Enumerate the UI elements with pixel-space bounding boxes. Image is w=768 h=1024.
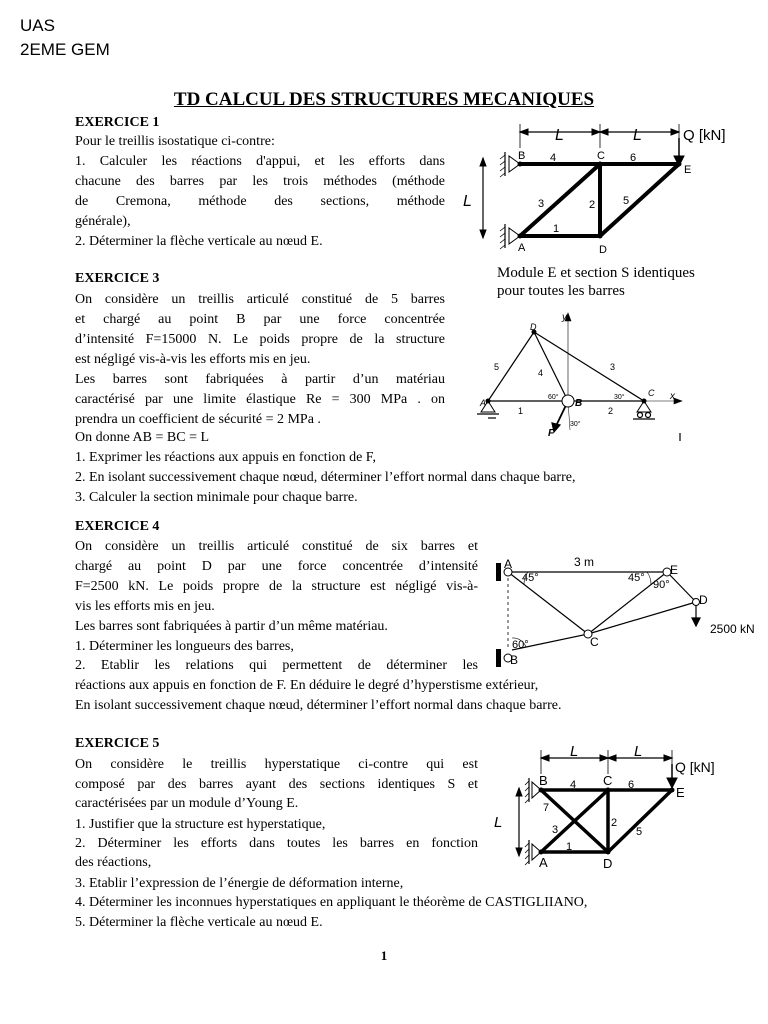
ex4-line: 2. Etablir les relations qui permettent de déterminer les [75,658,478,673]
ex5-line: 3. Etablir l’expression de l’énergie de déformation interne, [75,876,404,891]
ex1-bar-label: 2 [589,199,596,211]
ex4-line: chargé au point D par une force concentrée d’intensité [75,559,478,574]
exercise-1-heading: EXERCICE 1 [75,115,160,130]
ex4-angle-label: 60° [512,639,529,651]
ex3-bar-label: 5 [494,362,500,372]
ex4-angle-label: 45° [522,572,539,584]
ex5-bar-label: 6 [628,779,635,791]
ex5-bar-label: 5 [636,826,643,838]
header-institution: UAS [20,16,55,35]
ex3-force-label: F [548,428,555,439]
ex5-load-label: Q [kN] [675,759,715,775]
ex1-load-label: Q [kN] [683,127,726,144]
ex1-figure-caption: Module E et section S identiques [497,265,695,281]
ex4-line: On considère un treillis articulé constitué de six barres et [75,539,478,554]
ex4-angle-label: 90° [653,579,670,591]
ex5-line: composé par des barres ayant des sections identiques S et [75,777,478,792]
ex3-bar-label: 3 [610,362,616,372]
ex3-line: 1. Exprimer les réactions aux appuis en fonction de F, [75,450,376,465]
ex5-line: 1. Justifier que la structure est hyperstatique, [75,817,326,832]
ex3-line: 2. En isolant successivement chaque nœud, déterminer l’effort normal dans chaque barre, [75,470,576,485]
ex1-node-label: B [518,150,526,162]
ex4-node-label: D [699,593,708,607]
ex5-dim-label: L [494,814,503,831]
ex4-line: réactions aux appuis en fonction de F. En déduire le degré d’hyperstisme extérieur, [75,678,539,693]
ex5-line: caractérisées par un module d’Young E. [75,796,299,811]
page-number: 1 [380,948,388,963]
ex1-line: 1. Calculer les réactions d'appui, et les efforts dans [75,154,445,169]
ex3-line: prendra un coefficient de sécurité = 2 MPa . [75,412,321,427]
ex3-node-label: C [648,388,655,398]
ex1-bar-label: 6 [630,152,637,164]
ex1-node-label: C [597,150,605,162]
ex5-line: 2. Déterminer les efforts dans toutes les barres en fonction [75,836,478,851]
ex3-bar-label: 4 [538,368,544,378]
ex3-line: On donne AB = BC = L [75,430,210,445]
ex1-dim-label: L [463,193,472,210]
ex1-line: générale), [75,214,131,229]
ex1-line: 2. Déterminer la flèche verticale au nœud E. [75,234,323,249]
ex3-line: On considère un treillis articulé constitué de 5 barres [75,292,445,307]
ex3-line: caractérisé par une limite élastique Re = 300 MPa . on [75,392,445,407]
ex3-axis-label: y [562,312,567,323]
ex5-line: 4. Déterminer les inconnues hyperstatiques en appliquant le théorème de CASTIGLIIANO, [75,895,588,910]
ex3-angle-label: 30° [570,421,581,428]
ex5-line: On considère le treillis hyperstatique ci-contre qui est [75,757,478,772]
ex3-axis-label: x [670,391,675,402]
ex1-truss-figure [455,118,755,268]
ex1-bar-label: 3 [538,198,545,210]
ex5-node-label: A [539,855,548,870]
ex5-truss-figure [488,742,728,872]
ex5-bar-label: 1 [566,841,573,853]
exercise-5-heading: EXERCICE 5 [75,736,160,751]
ex1-node-label: E [684,164,692,176]
ex5-dim-label: L [570,743,579,760]
ex3-node-label: B [575,398,583,409]
ex5-bar-label: 3 [552,824,559,836]
ex1-line: de Cremona, méthode des sections, méthode [75,194,445,209]
ex3-line: est négligé vis-à-vis les efforts mis en jeu. [75,352,311,367]
ex5-node-label: E [676,785,685,800]
ex3-node-label: A [480,398,487,408]
ex1-line: Pour le treillis isostatique ci-contre: [75,134,275,149]
ex4-node-label: B [510,653,519,667]
ex4-line: vis les efforts mis en jeu. [75,599,215,614]
ex4-line: 1. Déterminer les longueurs des barres, [75,639,294,654]
ex3-truss-figure [472,308,692,446]
ex1-dim-label: L [555,127,564,144]
ex5-bar-label: 2 [611,817,618,829]
ex5-line: 5. Déterminer la flèche verticale au nœud E. [75,915,323,930]
ex4-truss-figure [490,550,760,672]
ex5-bar-label: 4 [570,779,577,791]
ex5-bar-label: 7 [543,802,550,814]
ex5-node-label: C [603,773,613,788]
ex4-node-label: A [504,557,513,571]
ex5-line: des réactions, [75,855,152,870]
ex3-angle-label: 60° [548,394,559,401]
ex1-line: chacune des barres par les trois méthodes (méthode [75,174,445,189]
ex1-bar-label: 1 [553,223,560,235]
ex5-dim-label: L [634,743,643,760]
ex3-line: 3. Calculer la section minimale pour chaque barre. [75,490,358,505]
ex4-span-label: 3 m [574,555,595,569]
ex1-bar-label: 4 [550,152,557,164]
ex4-line: Les barres sont fabriquées à partir d’un même matériau. [75,619,388,634]
ex4-load-label: 2500 kN [710,622,755,636]
ex1-figure-caption: pour toutes les barres [497,283,625,299]
header-class: 2EME GEM [20,40,110,59]
ex3-angle-label: 30° [614,394,625,401]
page-title: TD CALCUL DES STRUCTURES MECANIQUES [173,89,595,110]
ex4-line: En isolant successivement chaque nœud, déterminer l’effort normal dans chaque barre. [75,698,562,713]
ex3-line: et chargé au point B par une force concentrée [75,312,445,327]
ex3-bar-label: 2 [608,406,614,416]
ex1-node-label: D [599,244,607,256]
ex3-line: d’intensité F=15000 N. Le poids propre de la structure [75,332,445,347]
ex1-node-label: A [518,242,526,254]
ex3-bar-label: 1 [518,406,524,416]
ex4-node-label: E [670,563,679,577]
ex5-node-label: B [539,773,548,788]
ex3-line: Les barres sont fabriquées à partir d’un matériau [75,372,445,387]
ex4-node-label: C [590,635,599,649]
ex5-node-label: D [603,856,613,871]
ex4-angle-label: 45° [628,572,645,584]
ex3-node-label: D [530,322,537,332]
ex1-bar-label: 5 [623,195,630,207]
exercise-3-heading: EXERCICE 3 [75,271,160,286]
exercise-4-heading: EXERCICE 4 [75,519,160,534]
ex1-dim-label: L [633,127,642,144]
ex4-line: F=2500 kN. Le poids propre de la structure est négligé vis-à- [75,579,478,594]
